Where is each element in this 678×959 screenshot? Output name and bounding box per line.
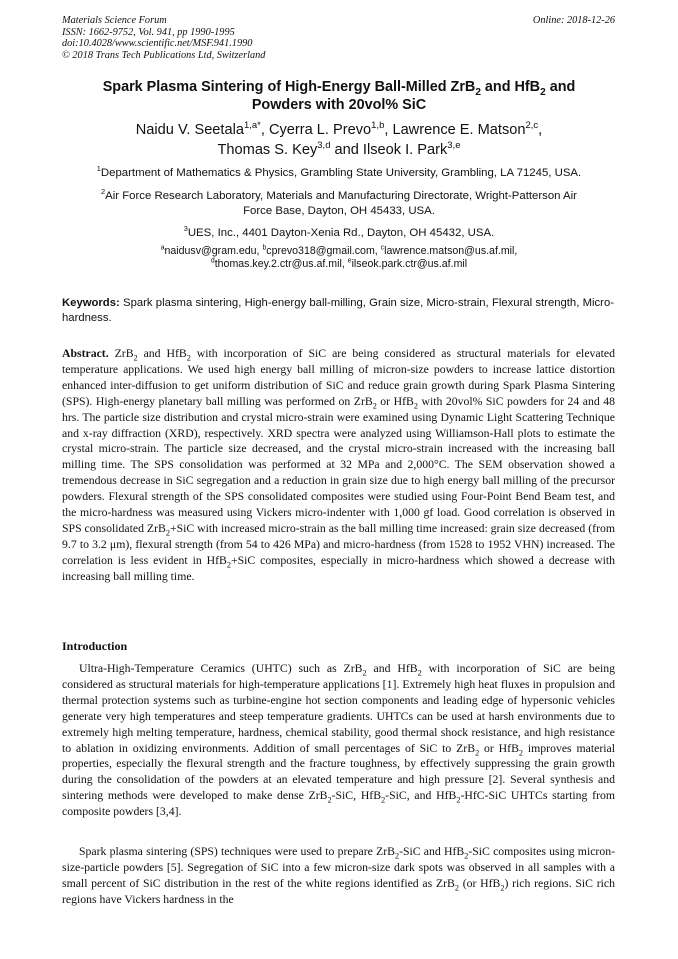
paper-title: Spark Plasma Sintering of High-Energy Ball-Milled ZrB$_2$ and HfB$_2$ and Powders with 20vol% SiC <box>102 79 576 113</box>
issn-line: ISSN: 1662-9752, Vol. 941, pp 1990-1995 <box>62 26 235 38</box>
journal-header <box>62 15 265 61</box>
keywords <box>62 296 614 327</box>
affiliation-3: $^3$UES, Inc., 4401 Dayton-Xenia Rd., Dayton, OH 45432, USA. <box>183 224 495 239</box>
doi-line: doi:10.4028/www.scientific.net/MSF.941.1990 <box>62 38 253 50</box>
keywords-label: Keywords: <box>62 297 120 309</box>
online-date: Online: 2018-12-26 <box>532 15 615 26</box>
keywords-text: Spark plasma sintering, High-energy ball-milling, Grain size, Micro-strain, Flexural strength, Micro-hardness. <box>62 297 614 325</box>
email-list: $^a$naidusv@gram.edu, $^b$cprevo318@gmail.com, $^c$lawrence.matson@us.af.mil, $^d$thomas.key.2.ctr@us.af.mil, $^e$ilseok.park.ctr@us.af.mil <box>160 244 518 271</box>
abstract: Abstract. ZrB$_2$ and HfB$_2$ with incorporation of SiC are being considered as structural materials for elevated temperature applications. We used high energy ball milling of micron-size powders to increase lattice distortion enhanced inter-diffusion to get uniform distribution of SiC and reduce grain growth during Spark Plasma Sintering (SPS). High-energy planetary ball milling was performed on ZrB$_2$ or HfB$_2$ with 20vol% SiC powders for 24 and 48 hrs. The particle size distribution and crystal micro-strain were examined using Dynamic Light Scattering Technique and x-ray diffraction (XRD), respectively. XRD spectra were analyzed using Williamson-Hall plots to estimate the crystal micro-strain. The particle size decreased, and the crystal micro-strain increased with the increasing ball milling time. The SPS consolidation was performed at 32 MPa and 2,000°C. The SEM observation showed a tremendous decrease in SiC segregation and a reduction in grain size due to high energy ball milling of the precursor powders. Flexural strength of the SPS consolidated composites were studied using Four-Point Bend Beam test, and the micro-hardness was measured using Vickers micro-indenter with 1,000 gf load. Good correlation is observed in SPS consolidated ZrB$_2$+SiC with increased micro-strain as the ball milling time increased: grain size decreased (from 9.7 to 3.2 μm), flexural strength (from 54 to 426 MPa) and micro-hardness (from 1528 to 1952 VHN) increased. The correlation is less evident in HfB$_2$+SiC composites, especially in micro-hardness which showed a decrease with increasing ball milling time. <box>62 347 616 583</box>
journal-name: Materials Science Forum <box>62 15 167 26</box>
section-heading-introduction: Introduction <box>62 639 128 653</box>
intro-paragraph-1: Ultra-High-Temperature Ceramics (UHTC) such as ZrB$_2$ and HfB$_2$ with incorporation of SiC are being considered as structural materials for high-temperature applications [1]. Extremely high heat fluxes in propulsion and thermal protection systems such as turbine-engine hot section components and leading edge of hypersonic vehicles generate very high temperatures and steep temperature gradients. UHTCs can be used at harsh environments due to extremely high melting temperature, hardness, chemical stability, good thermal shock resistance, and high resistance to ablation in oxidizing environments. Addition of small percentages of SiC to ZrB$_2$ or HfB$_2$ improves material properties, especially the flexural strength and the fracture toughness, by effectively suppressing the grain growth during the consolidation of the powders at an elevated temperature and high pressure [2]. Several synthesis and sintering methods were developed to make dense ZrB$_2$-SiC, HfB$_2$-SiC, and HfB$_2$-HfC-SiC UHTCs starting from composite powders [3,4]. <box>62 662 616 819</box>
author-list: Naidu V. Seetala$^{1,a*}$, Cyerra L. Prevo$^{1,b}$, Lawrence E. Matson$^{2,c}$, Thomas S. Key$^{3,d}$ and Ilseok I. Park$^{3,e}$ <box>135 120 543 158</box>
affiliation-1: $^1$Department of Mathematics & Physics, Grambling State University, Grambling, LA 71245, USA. <box>96 164 582 179</box>
copyright-line: © 2018 Trans Tech Publications Ltd, Switzerland <box>62 49 266 61</box>
intro-paragraph-2: Spark plasma sintering (SPS) techniques were used to prepare ZrB$_2$-SiC and HfB$_2$-SiC composites using micron-size-particle powders [5]. Segregation of SiC into a few micron-size dark spots was observed in all samples with a small percent of SiC distribution in the rest of the white regions identified as ZrB$_2$ (or HfB$_2$) rich regions. SiC rich regions have Vickers hardness in the <box>62 845 616 906</box>
affiliation-2: $^2$Air Force Research Laboratory, Materials and Manufacturing Directorate, Wright-Patterson Air Force Base, Dayton, OH 45433, USA. <box>101 187 577 218</box>
abstract-label: Abstract. <box>62 347 109 360</box>
